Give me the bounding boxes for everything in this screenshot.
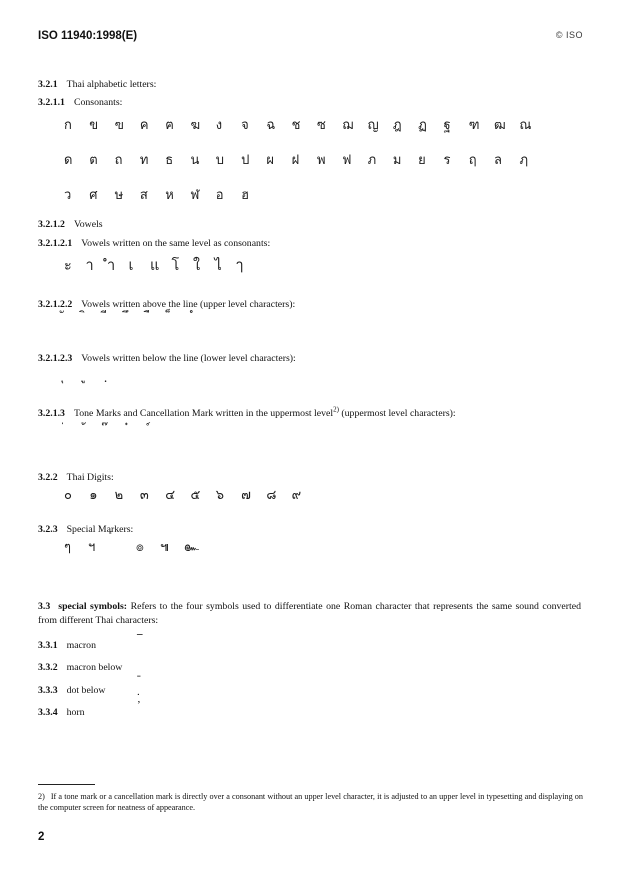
thai-char: ญ — [367, 118, 379, 133]
thai-char: เ — [128, 258, 134, 274]
thai-char — [86, 420, 108, 442]
section-number: 3.2.1 — [38, 79, 58, 90]
section-3-2-1-2-heading — [38, 219, 103, 231]
thai-char: า — [85, 258, 94, 274]
item-number: 3.3.4 — [38, 707, 58, 718]
thai-char — [129, 420, 151, 442]
thai-char: ๚ — [160, 540, 169, 555]
thai-char: โ — [171, 258, 180, 274]
thai-char: ๕ — [190, 488, 201, 503]
consonant-row-3 — [64, 185, 266, 207]
thai-char: ฤ — [468, 153, 477, 168]
item-number: 3.3.3 — [38, 685, 58, 696]
thai-char: ล — [494, 153, 503, 168]
thai-char: ๒ — [114, 488, 124, 503]
thai-char: ฦ — [519, 153, 528, 168]
section-number: 3.2.1.2.1 — [38, 238, 73, 249]
thai-char: ซ — [316, 118, 326, 133]
section-number: 3.3 — [38, 601, 51, 612]
horn-symbol: ʼ — [137, 699, 141, 711]
thai-char: ๐ — [64, 488, 72, 503]
thai-char: จ — [241, 118, 249, 133]
thai-char: ฆ — [190, 118, 201, 133]
thai-char: ผ — [266, 153, 274, 168]
thai-char: ำ — [107, 258, 116, 274]
thai-char: ษ — [114, 188, 124, 203]
thai-char: ภ — [367, 153, 377, 168]
thai-char: ๑ — [89, 488, 98, 503]
thai-char: ฮ — [241, 188, 250, 203]
thai-char — [64, 305, 86, 327]
thai-char: ฯ — [88, 540, 96, 555]
vowels-same-level-row — [64, 255, 258, 277]
thai-char: ะ — [64, 258, 72, 274]
item-label: macron below — [66, 662, 123, 673]
thai-char: ๖ — [215, 488, 225, 503]
thai-char: บ — [215, 153, 225, 168]
thai-char: ศ — [89, 188, 98, 203]
thai-char: ป — [241, 153, 250, 168]
section-3-2-1-1-heading — [38, 97, 122, 109]
thai-char: ฉ — [266, 118, 276, 133]
thai-char: ๏ — [136, 540, 144, 555]
section-title: Thai Digits: — [66, 472, 114, 483]
thai-char: ท — [139, 153, 149, 168]
footnote — [38, 791, 583, 813]
section-3-2-1-3-heading — [38, 405, 456, 420]
thai-char: แ — [150, 258, 160, 274]
section-title: Thai alphabetic letters: — [66, 79, 157, 90]
thai-char — [86, 365, 108, 387]
section-title: Consonants: — [73, 97, 123, 108]
item-label: macron — [66, 640, 96, 651]
section-title: special symbols: — [58, 601, 128, 612]
thai-char: ฒ — [494, 118, 506, 133]
thai-char: ๆ — [64, 540, 71, 555]
section-3-2-1-2-3-heading — [38, 353, 296, 365]
footnote-text: If a tone mark or a cancellation mark is directly over a consonant without an upper level character, it is adjusted to an upper level in typesetting and displaying on the computer screen for neatness of appearance. — [38, 792, 583, 812]
thai-char — [150, 420, 172, 442]
thai-char — [150, 305, 172, 327]
section-number: 3.2.1.2.3 — [38, 353, 73, 364]
thai-char: ว — [64, 188, 72, 203]
thai-char: ๔ — [165, 488, 176, 503]
section-number: 3.2.1.2.2 — [38, 299, 73, 310]
thai-char — [107, 305, 129, 327]
section-3-2-2-heading — [38, 472, 114, 484]
section-title: Vowels — [73, 219, 103, 230]
thai-char: ธ — [165, 153, 174, 168]
thai-digits-row — [64, 485, 317, 507]
thai-char: ห — [165, 188, 174, 203]
copyright-notice: © ISO — [555, 30, 583, 40]
thai-char: ส — [139, 188, 148, 203]
vowels-lower-row — [64, 365, 129, 387]
thai-char — [64, 420, 86, 442]
item-label: dot below — [66, 685, 106, 696]
thai-char: น — [190, 153, 200, 168]
item-number: 3.3.2 — [38, 662, 58, 673]
footnote-number: 2) — [38, 792, 45, 801]
dot-below-symbol: . — [137, 686, 140, 698]
thai-char: ง — [215, 118, 223, 133]
thai-char — [86, 305, 108, 327]
item-macron — [38, 633, 143, 652]
thai-char: ใ — [193, 258, 201, 274]
thai-char: ณ — [519, 118, 532, 133]
section-body: Refers to the four symbols used to differentiate one Roman character that represents the same sound converted from different Thai characters: — [38, 601, 581, 626]
thai-char — [172, 305, 194, 327]
thai-char: ก — [64, 118, 72, 133]
section-title: Special Markers: — [66, 524, 134, 535]
section-number: 3.2.1.3 — [38, 408, 65, 419]
section-number: 3.2.3 — [38, 524, 58, 535]
page-number: 2 — [38, 831, 45, 843]
thai-char: ฝ — [291, 153, 300, 168]
thai-char: ๘ — [266, 488, 277, 503]
item-macron-below — [38, 662, 141, 678]
thai-char: ๓ — [139, 488, 149, 503]
footnote-divider — [38, 784, 95, 785]
tone-marks-row — [64, 420, 172, 442]
thai-char — [112, 528, 136, 550]
thai-char: ต — [89, 153, 98, 168]
consonant-row-1 — [64, 115, 545, 137]
thai-char: พ — [316, 153, 326, 168]
section-title: Vowels written below the line (lower level characters): — [81, 353, 296, 364]
item-label: horn — [66, 707, 85, 718]
thai-char: ฑ — [468, 118, 480, 133]
section-3-3-paragraph — [38, 600, 581, 627]
thai-char: ค — [139, 118, 149, 133]
thai-char — [193, 305, 215, 327]
section-title-cont: (uppermost level characters): — [338, 408, 456, 419]
section-title: Tone Marks and Cancellation Mark written in the uppermost level — [73, 408, 334, 419]
thai-char: ข — [89, 118, 99, 133]
thai-char: ฐ — [443, 118, 451, 133]
thai-char: ๙ — [291, 488, 302, 503]
vowels-upper-row — [64, 305, 215, 327]
thai-char: ฅ — [165, 118, 174, 133]
section-number: 3.2.2 — [38, 472, 58, 483]
thai-char: ช — [291, 118, 301, 133]
section-3-2-1-heading — [38, 79, 156, 91]
thai-char: ม — [392, 153, 402, 168]
special-markers-row — [64, 537, 208, 559]
footnote-reference: 2) — [333, 405, 339, 414]
thai-char: ๗ — [241, 488, 251, 503]
item-dot-below — [38, 685, 140, 698]
page-header — [38, 30, 583, 42]
section-title: Vowels written above the line (upper level characters): — [81, 299, 296, 310]
thai-char: ฌ — [342, 118, 354, 133]
thai-char: ๅ — [236, 258, 244, 274]
thai-char: ฟ — [342, 153, 352, 168]
thai-char: ด — [64, 153, 73, 168]
thai-char: ไ — [214, 258, 222, 274]
thai-char — [129, 305, 151, 327]
thai-char: ฃ — [114, 118, 124, 133]
section-number: 3.2.1.2 — [38, 219, 65, 230]
thai-char: ร — [443, 153, 451, 168]
document-id: ISO 11940:1998(E) — [38, 30, 138, 42]
thai-char: ย — [418, 153, 426, 168]
thai-char: ๛ — [184, 540, 200, 555]
item-horn — [38, 699, 141, 719]
section-3-2-1-2-1-heading — [38, 238, 270, 250]
thai-char: อ — [215, 188, 224, 203]
macron-below-symbol: ˍ — [137, 666, 141, 678]
thai-char: ฎ — [392, 118, 402, 133]
section-number: 3.2.1.1 — [38, 97, 65, 108]
macron-symbol: ¯ — [137, 633, 143, 645]
item-number: 3.3.1 — [38, 640, 58, 651]
thai-char: ถ — [114, 153, 123, 168]
thai-char: ฬ — [190, 188, 200, 203]
thai-char: ฏ — [418, 118, 427, 133]
consonant-row-2 — [64, 150, 545, 172]
thai-char — [107, 420, 129, 442]
thai-char — [64, 365, 86, 387]
thai-char — [107, 365, 129, 387]
section-title: Vowels written on the same level as consonants: — [81, 238, 271, 249]
